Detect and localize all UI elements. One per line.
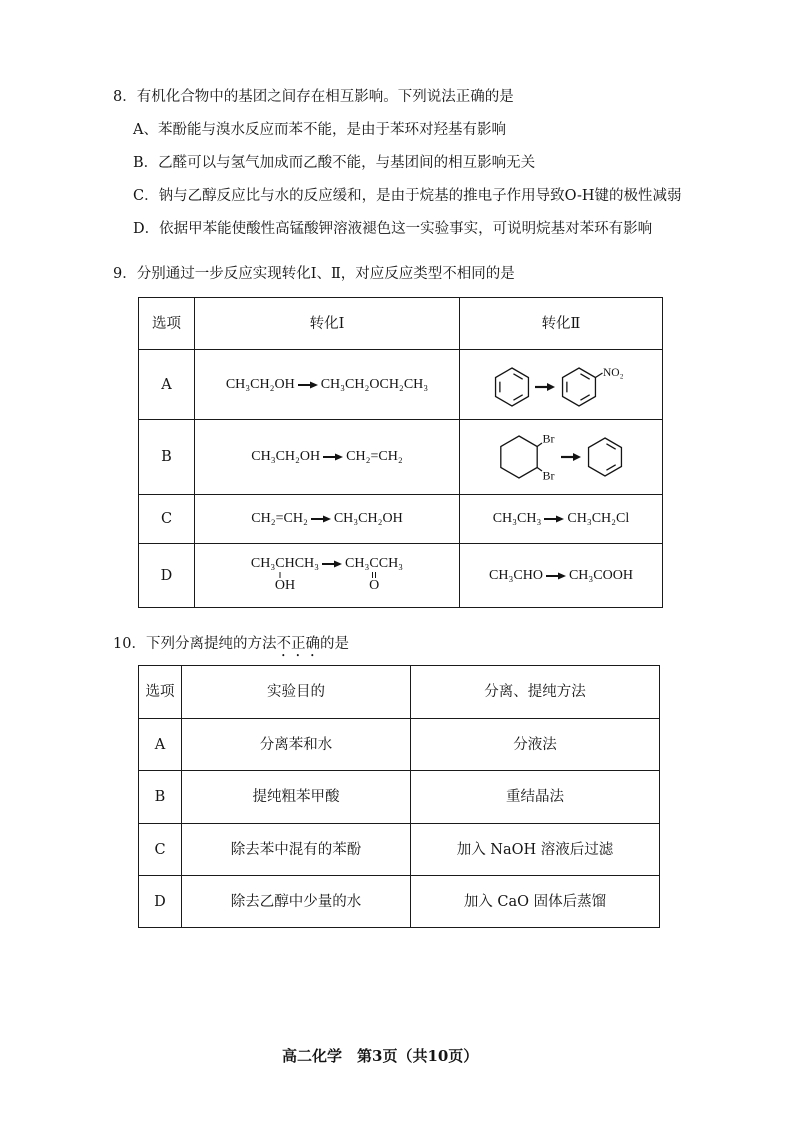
conversion-2-cell — [460, 495, 663, 544]
question-8-stem: 8．有机化合物中的基团之间存在相互影响。下列说法正确的是 — [113, 89, 514, 105]
reaction-scheme — [251, 448, 402, 466]
product-formula: CH₃CH₂OH — [333, 511, 403, 526]
header-purpose: 实验目的 — [182, 666, 411, 719]
carbonyl-oxygen: O — [369, 577, 380, 593]
arrow-head — [558, 572, 566, 579]
question-9-table — [138, 297, 663, 608]
stem-emphasis: 不正确 — [276, 636, 320, 652]
question-8-option-c: C．钠与乙醇反应比与水的反应缓和，是由于烷基的推电子作用导致O-H键的极性减弱 — [133, 188, 682, 204]
arrow-head — [573, 453, 581, 461]
table-row-a — [139, 350, 663, 420]
method-cell: 加入 CaO 固体后蒸馏 — [411, 876, 660, 928]
stem-text: 10．下列分离提纯的方法 — [113, 636, 277, 652]
nitro-group-label: NO₂ — [603, 366, 624, 379]
question-8-option-a: A、苯酚能与溴水反应而苯不能，是由于苯环对羟基有影响 — [133, 122, 506, 138]
reaction-scheme — [251, 555, 403, 597]
formula-prefix: CH₃ — [250, 555, 276, 571]
product-formula: CH₃COOH — [568, 567, 633, 583]
option-cell: B — [139, 420, 195, 495]
header-conversion-2: 转化Ⅱ — [460, 298, 663, 350]
reaction-scheme — [489, 567, 633, 585]
conversion-1-cell — [195, 420, 460, 495]
purpose-cell: 除去乙醇中少量的水 — [182, 876, 411, 928]
option-cell: A — [139, 719, 182, 771]
reaction-scheme — [251, 510, 402, 528]
formula-prefix: CH₃ — [345, 555, 370, 571]
method-cell: 重结晶法 — [411, 771, 660, 824]
reaction-arrow — [535, 383, 555, 391]
header-conversion-1: 转化Ⅰ — [195, 298, 460, 350]
conversion-2-cell — [460, 420, 663, 495]
table-header-row — [139, 298, 663, 350]
header-option: 选项 — [139, 298, 195, 350]
central-carbon — [274, 555, 296, 593]
reaction-arrow — [544, 514, 564, 524]
dibromocyclohexane-ring-icon — [501, 436, 542, 478]
conversion-2-cell — [460, 350, 663, 420]
carbon-symbol: C — [369, 555, 379, 571]
formula-suffix: CH₃ — [378, 555, 404, 571]
option-cell: B — [139, 771, 182, 824]
arrow-head — [335, 454, 343, 461]
dibromide-elimination-scheme — [497, 426, 625, 488]
table-row-d — [139, 544, 663, 608]
double-bond-line — [513, 394, 522, 399]
substituent-bond — [537, 468, 542, 472]
reactant-structure — [251, 555, 319, 597]
table-row-a — [139, 719, 660, 771]
ring-outline — [501, 436, 537, 478]
double-bond-line — [513, 373, 522, 378]
question-8-option-d: D．依据甲苯能使酸性高锰酸钾溶液褪色这一实验事实，可说明烷基对苯环有影响 — [133, 221, 653, 237]
option-cell: D — [139, 544, 195, 608]
option-cell: D — [139, 876, 182, 928]
formula-suffix: HCH₃ — [284, 555, 320, 571]
bromo-label-upper: Br — [542, 431, 555, 446]
product-formula: CH₂=CH₂ — [346, 449, 403, 464]
purpose-cell: 分离苯和水 — [182, 719, 411, 771]
header-option: 选项 — [139, 666, 182, 719]
double-bond-line — [606, 444, 615, 449]
page-footer: 高二化学 第3页（共10页） — [282, 1047, 479, 1065]
method-cell: 加入 NaOH 溶液后过滤 — [411, 824, 660, 876]
bromo-label-lower: Br — [542, 468, 555, 483]
conversion-1-cell — [195, 495, 460, 544]
double-bond-line — [580, 373, 589, 378]
central-carbon — [369, 555, 380, 593]
carbon-symbol: C — [275, 555, 285, 571]
conversion-1-cell — [195, 544, 460, 608]
table-row-b — [139, 420, 663, 495]
reactant-formula: CH₃CHO — [489, 567, 543, 583]
question-9-stem: 9．分别通过一步反应实现转化Ⅰ、Ⅱ，对应反应类型不相同的是 — [113, 266, 515, 282]
arrow-head — [323, 516, 331, 523]
reactant-formula: CH₃CH₂OH — [251, 449, 321, 464]
purpose-cell: 提纯粗苯甲酸 — [182, 771, 411, 824]
option-cell: C — [139, 824, 182, 876]
table-row-c — [139, 495, 663, 544]
arrow-head — [547, 383, 555, 391]
reactant-formula: CH₃CH₂OH — [225, 376, 295, 392]
arrow-head — [310, 381, 318, 388]
table-row-d — [139, 876, 660, 928]
table-header-row — [139, 666, 660, 719]
hydroxyl-group: OH — [274, 577, 296, 593]
double-bond-line — [580, 394, 589, 399]
stem-text: 的是 — [319, 636, 349, 652]
arrow-head — [334, 560, 342, 567]
question-10-table — [138, 665, 660, 928]
reaction-scheme — [226, 376, 428, 394]
reaction-arrow — [311, 514, 331, 524]
option-cell: A — [139, 350, 195, 420]
purpose-cell: 除去苯中混有的苯酚 — [182, 824, 411, 876]
benzene-nitration-scheme — [492, 358, 630, 412]
reaction-arrow — [546, 571, 566, 581]
arrow-head — [556, 516, 564, 523]
conversion-2-cell — [460, 544, 663, 608]
reaction-arrow — [561, 453, 581, 461]
product-formula: CH₃CH₂OCH₂CH₃ — [320, 376, 429, 392]
reaction-arrow — [322, 559, 342, 569]
benzene-ring-icon — [496, 368, 529, 406]
reactant-formula: CH₂=CH₂ — [251, 511, 308, 526]
table-row-b — [139, 771, 660, 824]
header-method: 分离、提纯方法 — [411, 666, 660, 719]
question-10-stem — [113, 635, 349, 660]
reactant-formula: CH₃CH₃ — [492, 511, 542, 526]
product-formula: CH₃CH₂Cl — [567, 511, 630, 526]
substituent-bond — [595, 373, 602, 378]
reaction-arrow — [323, 452, 343, 462]
question-8-option-b: B．乙醛可以与氢气加成而乙酸不能，与基团间的相互影响无关 — [133, 155, 536, 171]
reaction-arrow — [298, 380, 318, 390]
option-cell: C — [139, 495, 195, 544]
nitrobenzene-ring-icon — [563, 368, 603, 406]
substituent-bond — [537, 443, 542, 447]
cyclohexadiene-ring-icon — [589, 438, 622, 476]
product-structure — [345, 555, 403, 597]
double-bond-line — [606, 465, 615, 470]
reaction-scheme — [493, 510, 630, 528]
ring-outline — [589, 438, 622, 476]
method-cell: 分液法 — [411, 719, 660, 771]
conversion-1-cell — [195, 350, 460, 420]
table-row-c — [139, 824, 660, 876]
